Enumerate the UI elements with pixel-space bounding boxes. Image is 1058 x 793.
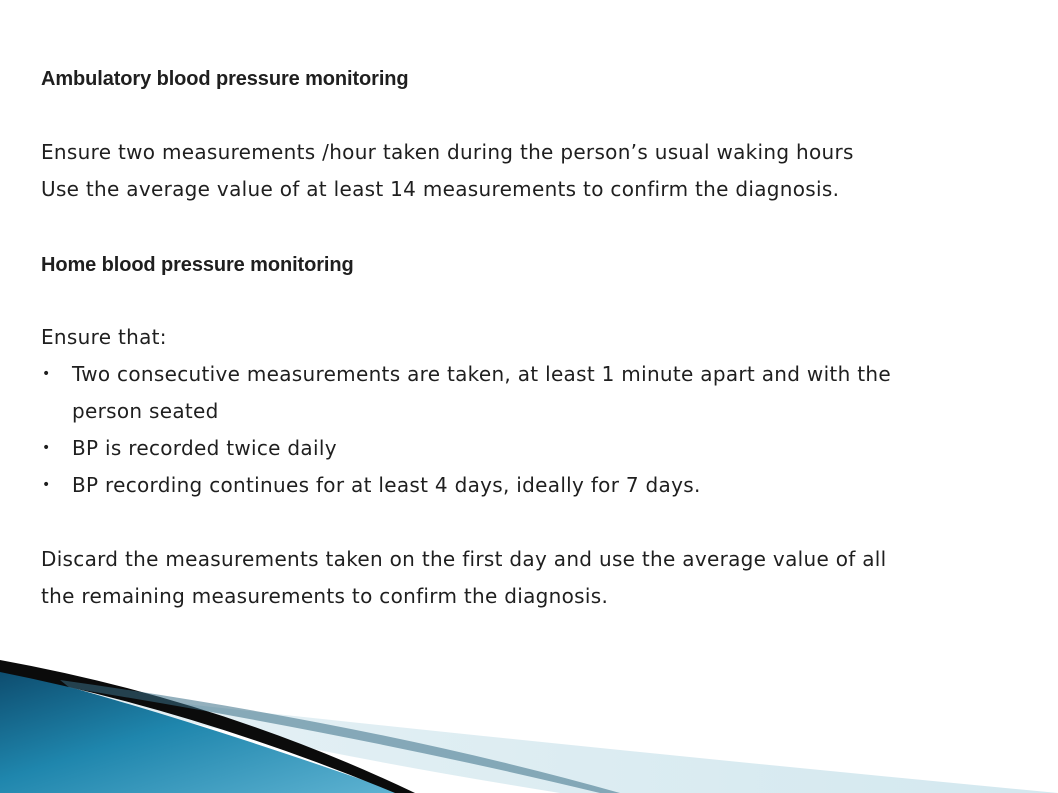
list-item-line-1: BP recording continues for at least 4 days, ideally for 7 days.	[72, 473, 701, 497]
ensure-that-intro: Ensure that:	[41, 325, 167, 349]
bullet-icon: •	[42, 477, 51, 493]
list-item-line-1: BP is recorded twice daily	[72, 436, 337, 460]
list-item-line-1: Two consecutive measurements are taken, at least 1 minute apart and with the	[72, 362, 891, 386]
conclusion-line-2: the remaining measurements to confirm the diagnosis.	[41, 584, 609, 608]
list-item-line-2: person seated	[72, 399, 219, 423]
ambulatory-line-2: Use the average value of at least 14 measurements to confirm the diagnosis.	[41, 177, 840, 201]
conclusion-line-1: Discard the measurements taken on the first day and use the average value of all	[41, 547, 887, 571]
bullet-icon: •	[42, 366, 51, 382]
home-monitoring-heading: Home blood pressure monitoring	[41, 254, 354, 276]
ambulatory-heading: Ambulatory blood pressure monitoring	[41, 68, 409, 90]
ambulatory-line-1: Ensure two measurements /hour taken during the person’s usual waking hours	[41, 140, 854, 164]
bullet-icon: •	[42, 440, 51, 456]
